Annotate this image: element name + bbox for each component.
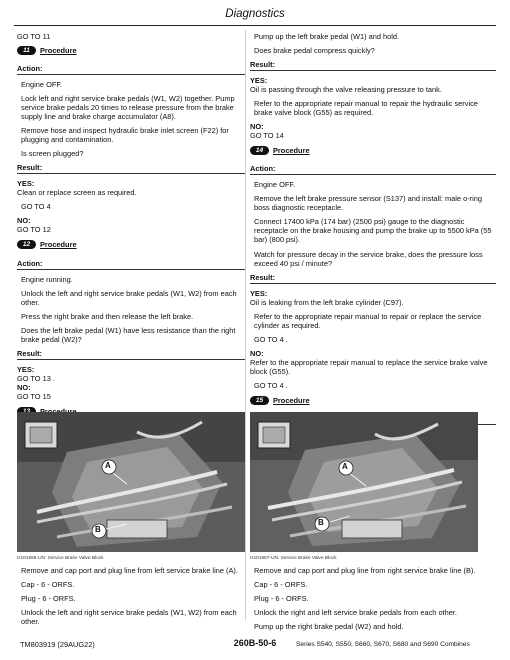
step-badge-14: 14 [250,146,269,155]
goto-15: GO TO 15 [17,391,51,401]
goto-14: GO TO 14 [250,131,284,141]
question-text: Watch for pressure decay in the service brake, does the pressure loss exceed 40 psi / minute? [254,249,483,268]
step-badge-12: 12 [17,240,36,249]
goto-4: GO TO 4 [21,202,51,212]
result-heading: Result: [250,60,496,71]
procedure-label: Procedure [273,146,310,156]
procedure-12-heading [17,240,77,249]
yes-text: Clean or replace screen as required. [17,188,137,198]
procedure-label: Procedure [40,240,77,250]
figure-caption-right: H101657-UN: Service Brake Valve Block [250,556,337,561]
step-text: Pump up the right brake pedal (W2) and hold. [254,622,404,632]
goto-4: GO TO 4 . [254,334,288,344]
step-text: Lock left and right service brake pedals (W1, W2) together. Pump service brake pedals 20 times to release pressure from the brake supply line and brake charge accumulator (A8). [21,94,235,122]
question-text: Does brake pedal compress quickly? [254,46,375,56]
step-text: Remove the left brake pressure sensor (S137) and install: male o-ring boss diagnostic receptacle. [254,194,482,213]
goto-12: GO TO 12 [17,225,51,235]
left-after-figure [17,566,245,631]
callout-b: B [95,525,101,534]
action-heading: Action: [250,164,496,175]
step-text: Connect 17400 kPa (174 bar) (2500 psi) gauge to the diagnostic receptacle on the brake housing and pump the brake up to 5500 kPa (55 bar) (800 psi). [254,217,492,245]
step-text: Plug - 6 - ORFS. [21,594,76,604]
callout-a: A [342,462,348,471]
no-label: NO: [250,122,264,132]
footer-doc-id: TM803919 (29AUG22) [20,640,95,649]
step-text: Pump up the left brake pedal (W1) and hold. [254,32,400,41]
step-text: Cap - 6 - ORFS. [254,580,308,590]
brake-valve-photo-right [250,412,478,552]
step-text: Engine OFF. [254,180,296,190]
yes-action: Refer to the appropriate repair manual to repair the hydraulic service brake valve block (G55) as required. [254,99,478,118]
action-heading: Action: [17,259,245,270]
step-text: Engine OFF. [21,80,63,90]
yes-text: Oil is leaking from the left brake cylinder (C97). [250,297,404,307]
left-column [17,32,245,455]
right-column [250,32,496,444]
step-text: Unlock the left and right service brake pedals (W1, W2) from each other. [21,288,237,307]
no-label: NO: [17,382,31,392]
goto-4: GO TO 4 . [254,380,288,390]
page-title: Diagnostics [225,8,285,20]
photo-illustration [17,412,245,552]
goto-13: GO TO 13 . [17,373,55,383]
action-heading: Action: [17,64,245,75]
yes-label: YES: [17,364,35,374]
result-heading: Result: [17,349,245,360]
result-heading: Result: [17,163,245,174]
step-text: Remove and cap port and plug line from left service brake line (A). [21,566,238,575]
step-text: Press the right brake and then release the left brake. [21,311,194,321]
procedure-label: Procedure [40,46,77,56]
result-heading: Result: [250,273,496,284]
step-badge-11: 11 [17,46,36,55]
callout-a: A [105,461,111,470]
yes-label: YES: [250,76,268,86]
footer-page-number: 260B-50-6 [233,638,277,648]
column-divider [245,30,246,620]
photo-illustration [250,412,478,552]
right-after-figure [250,566,496,636]
procedure-11-heading [17,46,77,55]
no-text: Refer to the appropriate repair manual to replace the service brake valve block (G55). [250,357,488,376]
question-text: Is screen plugged? [21,149,84,159]
goto-11: GO TO 11 [17,32,51,41]
step-text: Cap - 6 - ORFS. [21,580,75,590]
yes-text: Oil is passing through the valve releasing pressure to tank. [250,85,442,95]
procedure-14-heading [250,146,310,155]
step-text: Unlock the left and right service brake pedals (W1, W2) from each other. [21,608,237,627]
no-label: NO: [250,348,264,358]
yes-action: Refer to the appropriate repair manual to repair or replace the service cylinder as required. [254,311,482,330]
step-text: Unlock the right and left service brake pedals from each other. [254,608,457,618]
step-text: Engine running. [21,274,73,284]
callout-b: B [318,518,324,527]
step-text: Remove hose and inspect hydraulic brake inlet screen (F22) for plugging and contamination. [21,126,229,145]
step-text: Remove and cap port and plug line from right service brake line (B). [254,566,476,575]
procedure-label: Procedure [273,395,310,405]
step-badge-15: 15 [250,396,269,405]
step-text: Plug - 6 - ORFS. [254,594,309,604]
footer-series: Series S540, S550, S660, S670, S680 and S690 Combines [296,641,470,648]
brake-valve-photo-left [17,412,245,552]
question-text: Does the left brake pedal (W1) have less resistance than the right brake pedal (W2)? [21,325,236,344]
procedure-15-heading [250,396,310,405]
yes-label: YES: [17,179,35,189]
yes-label: YES: [250,288,268,298]
header-rule [14,25,496,26]
figure-caption-left: H101655-UN: Service Brake Valve Block [17,556,104,561]
no-label: NO: [17,216,31,226]
